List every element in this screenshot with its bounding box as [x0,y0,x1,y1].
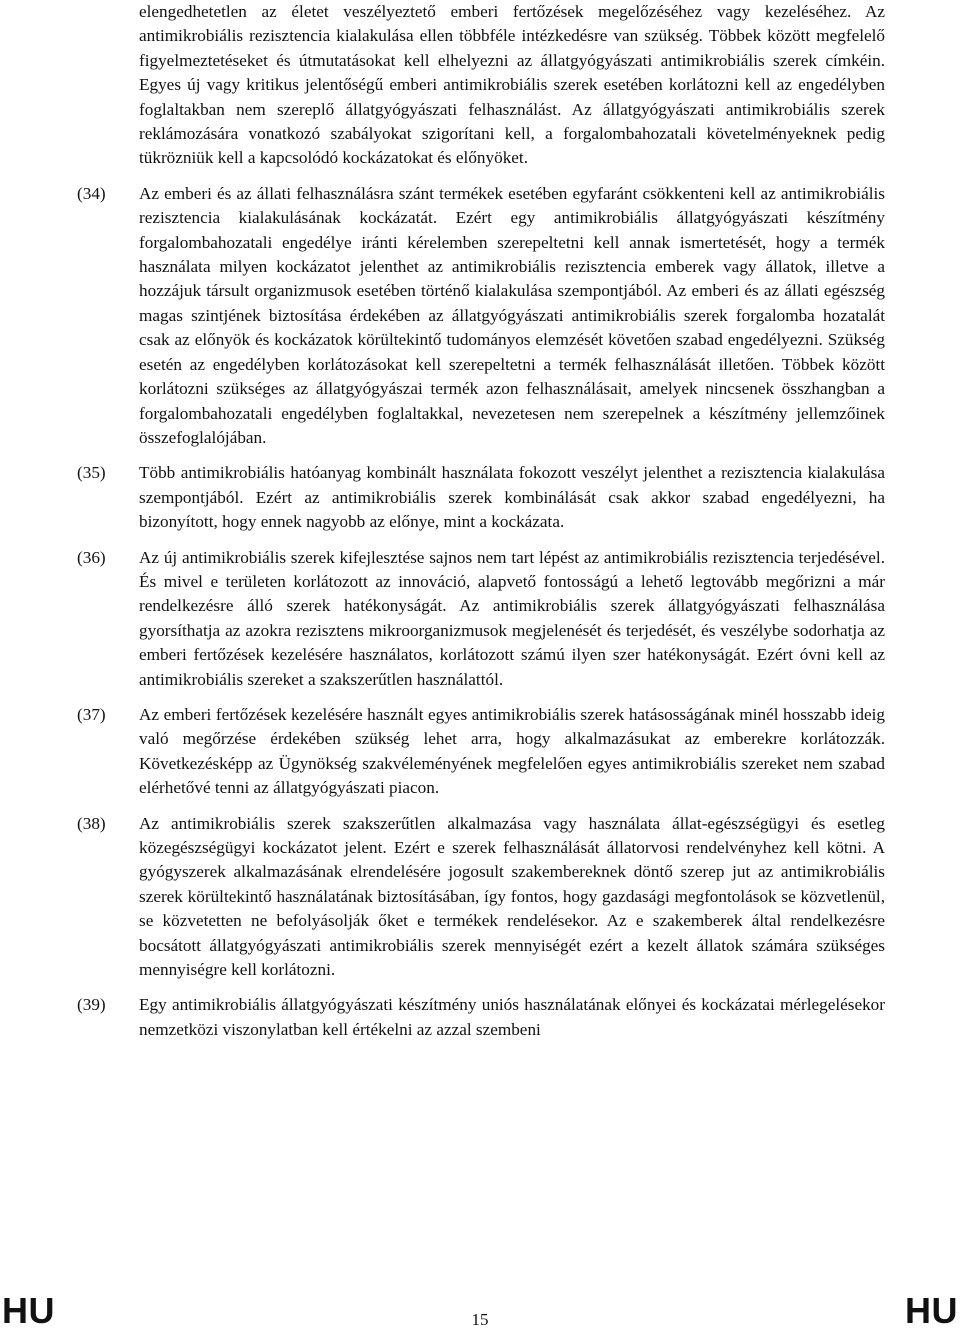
paragraph-38 [77,812,885,983]
paragraph-number: (36) [77,547,106,567]
paragraph-39 [77,993,885,1042]
paragraph-number: (35) [77,463,106,483]
paragraph-text: Az antimikrobiális szerek szakszerűtlen alkalmazása vagy használata állat-egészségügyi és esetleg közegészségügyi kockázatot jelent. Ezért e szerek felhasználását állatorvosi rendelvényhez kell kötni. A gyógyszerek alkalmazásának elrendelésére jogosult szakembereknek döntő szerep jut az antimikrobiális szerek körültekintő használatának biztosításában, így fontos, hogy gazdasági megfontolások se közvetlenül, se közvetetten ne befolyásolják őket e termékek rendelésekor. Az e szakemberek által rendelkezésre bocsátott állatgyógyászati antimikrobiális szerek mennyiségét ezért a kezelt állatok számára szükséges mennyiségre kell korlátozni. [139,813,885,980]
document-body [77,0,885,1042]
paragraph-text: Egy antimikrobiális állatgyógyászati készítmény uniós használatának előnyei és kockázatai mérlegelésekor nemzetközi viszonylatban kell értékelni az azzal szembeni [139,995,885,1039]
paragraph-text: Az új antimikrobiális szerek kifejlesztése sajnos nem tart lépést az antimikrobiális rezisztencia terjedésével. És mivel e területen korlátozott az innováció, alapvető fontosságú a lehető legtovább megőrizni a már rendelkezésre álló szerek hatékonyságát. Az antimikrobiális szerek állatgyógyászati felhasználása gyorsíthatja az azokra rezisztens mikroorganizmusok megjelenését és terjedését, és veszélybe sodorhatja az emberi fertőzések kezelésére használatos, korlátozott számú ilyen szer hatékonyságát. Ezért óvni kell az antimikrobiális szereket a szakszerűtlen használattól. [139,547,885,689]
footer-language-left: HU [2,1290,55,1331]
paragraph-34 [77,182,885,450]
footer-language-right: HU [905,1290,958,1331]
page-number: 15 [471,1310,489,1329]
paragraph-text: elengedhetetlen az életet veszélyeztető emberi fertőzések megelőzéséhez vagy kezeléséhez. Az antimikrobiális rezisztencia kialakulása ellen többféle intézkedésre van szükség. Többek között megfelelő figyelmeztetéseket és útmutatásokat kell elhelyezni az állatgyógyászati antimikrobiális szerek címkéin. Egyes új vagy kritikus jelentőségű emberi antimikrobiális szerek esetében korlátozni kell az engedélyben foglaltakban nem szereplő állatgyógyászati felhasználást. Az állatgyógyászati antimikrobiális szerek reklámozására vonatkozó szabályokat szigorítani kell, a forgalombahozatali követelményeknek pedig tükrözniük kell a kapcsolódó kockázatokat és előnyöket. [139,2,885,168]
paragraph-text: Az emberi fertőzések kezelésére használt egyes antimikrobiális szerek hatásosságának minél hosszabb ideig való megőrzése érdekében szükség lehet arra, hogy alkalmazásukat az emberekre korlátozzák. Következésképp az Ügynökség szakvéleményének megfelelően egyes antimikrobiális szereket nem szabad elérhetővé tenni az állatgyógyászati piacon. [139,704,885,798]
paragraph-33-continued [77,0,885,171]
paragraph-number [77,0,139,171]
paragraph-number: (38) [77,813,106,833]
paragraph-37 [77,703,885,801]
paragraph-number: (34) [77,183,106,203]
paragraph-36 [77,546,885,692]
paragraph-number: (39) [77,995,106,1015]
paragraph-text: Az emberi és az állati felhasználásra szánt termékek esetében egyfaránt csökkenteni kell az antimikrobiális rezisztencia kialakulásának kockázatát. Ezért egy antimikrobiális állatgyógyászati készítmény forgalombahozatali engedélye iránti kérelemben szerepeltetni kell annak ismertetését, hogy a termék használata milyen kockázatot jelenthet az antimikrobiális rezisztencia emberek vagy állatok, illetve a hozzájuk társult organizmusok esetében történő kialakulása szempontjából. Az emberi és az állati egészség magas szintjének biztosítása érdekében az állatgyógyászati antimikrobiális szerek forgalomba hozatalát csak az előnyök és kockázatok körültekintő tudományos elemzését követően szabad engedélyezni. Szükség esetén az engedélyben korlátozásokat kell szerepeltetni a termék felhasználását illetően. Többek között korlátozni szükséges az állatgyógyászai termék azon felhasználásait, amelyek nincsenek összhangban a forgalombahozatali engedélyben foglaltakkal, nevezetesen nem szerepelnek a készítmény jellemzőinek összefoglalójában. [139,183,885,447]
paragraph-number: (37) [77,704,106,724]
paragraph-text: Több antimikrobiális hatóanyag kombinált használata fokozott veszélyt jelenthet a rezisztencia kialakulása szempontjából. Ezért az antimikrobiális szerek kombinálását csak akkor szabad engedélyezni, ha bizonyított, hogy ennek nagyobb az előnye, mint a kockázata. [139,463,885,532]
paragraph-35 [77,461,885,534]
